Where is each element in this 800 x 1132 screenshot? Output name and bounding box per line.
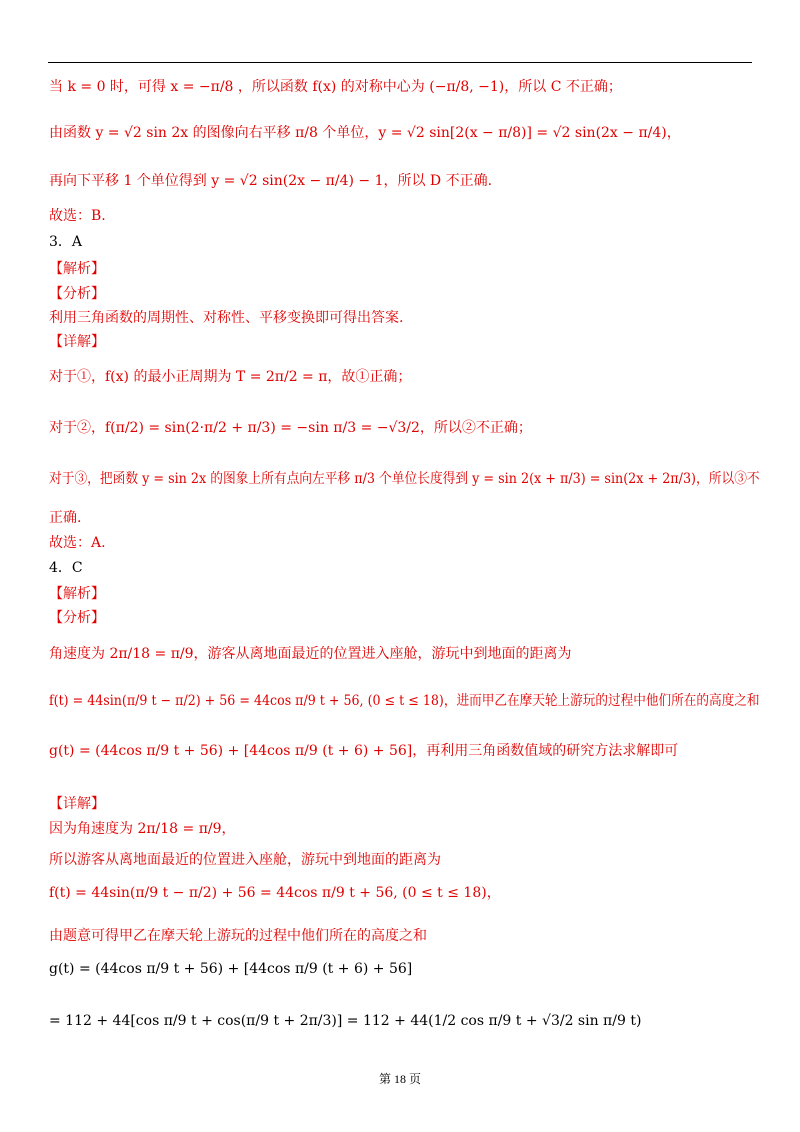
section-label: 【分析】 [49,286,105,302]
section-label: 【详解】 [49,796,105,812]
text-line: 故选：A. [49,535,106,551]
text-line: 对于③，把函数 y = sin 2x 的图象上所有点向左平移 π/3 个单位长度得到 y = sin 2(x + π/3) = sin(2x + 2π/3)，所以③不 [49,471,760,487]
text-line: 再向下平移 1 个单位得到 y = √2 sin(2x − π/4) − 1，所以 D 不正确. [49,173,493,189]
question-number: 3．A [49,234,83,250]
section-label: 【分析】 [49,610,105,626]
text-line: 对于②，f(π/2) = sin(2·π/2 + π/3) = −sin π/3 = −√3/2，所以②不正确； [49,420,532,436]
page-footer: 第 18 页 [378,1072,421,1086]
section-label: 【详解】 [49,334,105,350]
text-line: 角速度为 2π/18 = π/9，游客从离地面最近的位置进入座舱，游玩中到地面的距离为 [49,646,572,662]
text-line: 由题意可得甲乙在摩天轮上游玩的过程中他们所在的高度之和 [49,928,427,944]
text-line: 当 k = 0 时，可得 x = −π/8 ，所以函数 f(x) 的对称中心为 (−π/8, −1)，所以 C 不正确； [49,79,622,95]
text-line: f(t) = 44sin(π/9 t − π/2) + 56 = 44cos π/9 t + 56, (0 ≤ t ≤ 18)， [49,885,501,901]
text-line: = 112 + 44[cos π/9 t + cos(π/9 t + 2π/3)] = 112 + 44(1/2 cos π/9 t + √3/2 sin π/9 t) [49,1013,642,1029]
text-line: 故选：B. [49,208,106,224]
section-label: 【解析】 [49,586,105,602]
text-line: 对于①，f(x) 的最小正周期为 T = 2π/2 = π，故①正确； [49,369,412,385]
text-line: f(t) = 44sin(π/9 t − π/2) + 56 = 44cos π/9 t + 56, (0 ≤ t ≤ 18)，进而甲乙在摩天轮上游玩的过程中他们所在的高度之和 [49,693,760,709]
text-line: 利用三角函数的周期性、对称性、平移变换即可得出答案. [49,310,404,326]
text-line: 因为角速度为 2π/18 = π/9， [49,821,236,837]
question-number: 4．C [49,560,83,576]
text-line: g(t) = (44cos π/9 t + 56) + [44cos π/9 (t + 6) + 56]，再利用三角函数值域的研究方法求解即可 [49,743,679,759]
text-line: 所以游客从离地面最近的位置进入座舱，游玩中到地面的距离为 [49,852,441,868]
text-line: g(t) = (44cos π/9 t + 56) + [44cos π/9 (t + 6) + 56] [49,961,413,977]
section-label: 【解析】 [49,261,105,277]
header-rule [48,62,752,63]
text-line: 正确. [49,510,82,526]
text-line: 由函数 y = √2 sin 2x 的图像向右平移 π/8 个单位，y = √2 sin[2(x − π/8)] = √2 sin(2x − π/4)， [49,125,681,141]
